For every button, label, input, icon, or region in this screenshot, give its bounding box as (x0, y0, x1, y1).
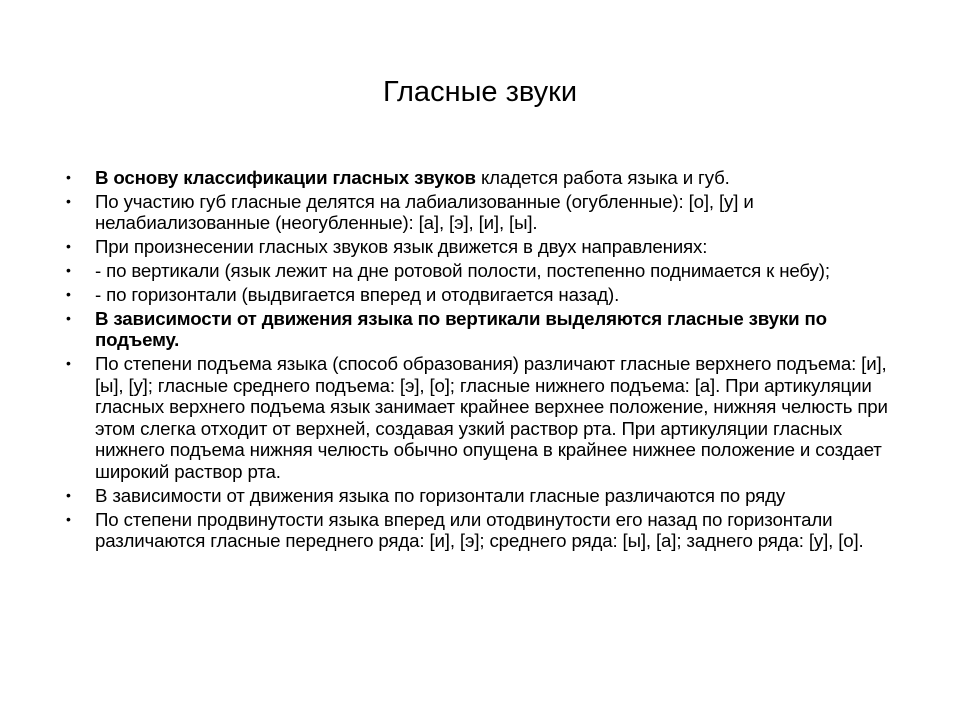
bullet-item-6 (66, 308, 896, 351)
bullet-list (66, 167, 896, 554)
bullet-bold-text: В основу классификации гласных звуков (95, 167, 476, 188)
bullet-item-9 (66, 509, 896, 552)
bullet-item-2 (66, 191, 896, 234)
bullet-item-7 (66, 353, 896, 482)
bullet-dot: • (66, 169, 71, 185)
bullet-dot: • (66, 309, 71, 326)
bullet-bold-text: В зависимости от движения языка по вертикали выделяются гласные звуки по подъему. (95, 307, 827, 351)
bullet-text: По степени продвинутости языка вперед или отодвинутости его назад по горизонтали различаются гласные переднего ряда: [и], [э]; среднего ряда: [ы], [а]; заднего ряда: [у], [о]. (95, 508, 864, 552)
bullet-item-1 (66, 167, 896, 189)
bullet-text: В зависимости от движения языка по горизонтали гласные различаются по ряду (95, 484, 786, 506)
bullet-text: При произнесении гласных звуков язык движется в двух направлениях: (95, 236, 708, 258)
bullet-dot: • (66, 510, 71, 527)
bullet-dot: • (66, 262, 71, 279)
bullet-text: По степени подъема языка (способ образования) различают гласные верхнего подъема: [и], [ы], [у]; гласные среднего подъема: [э], [о]; гласные нижнего подъема: [а]. При артикуляции гласных верхнего подъема язык занимает крайнее верхнее положение, нижняя челюсть при этом слегка отходит от верхней, создавая узкий раствор рта. При артикуляции гласных нижнего подъема нижняя челюсть обычно опущена в крайнее нижнее положение и создает широкий раствор рта. (95, 353, 888, 482)
bullet-dot: • (66, 192, 71, 209)
slide-title: Гласные звуки (382, 76, 578, 108)
bullet-item-3 (66, 236, 896, 258)
bullet-item-5 (66, 284, 896, 306)
bullet-dot: • (66, 355, 71, 372)
bullet-text: кладется работа языка и губ. (475, 167, 730, 188)
bullet-dot: • (66, 486, 71, 503)
bullet-text: - по горизонтали (выдвигается вперед и отодвигается назад). (95, 284, 620, 306)
bullet-dot: • (66, 286, 71, 303)
bullet-text: По участию губ гласные делятся на лабиализованные (огубленные): [о], [у] и нелабиализованные (неогубленные): [а], [э], [и], [ы]. (95, 190, 754, 234)
bullet-item-4 (66, 260, 896, 282)
bullet-item-8 (66, 485, 896, 507)
bullet-text: - по вертикали (язык лежит на дне ротовой полости, постепенно поднимается к небу); (95, 260, 830, 282)
bullet-dot: • (66, 238, 71, 255)
